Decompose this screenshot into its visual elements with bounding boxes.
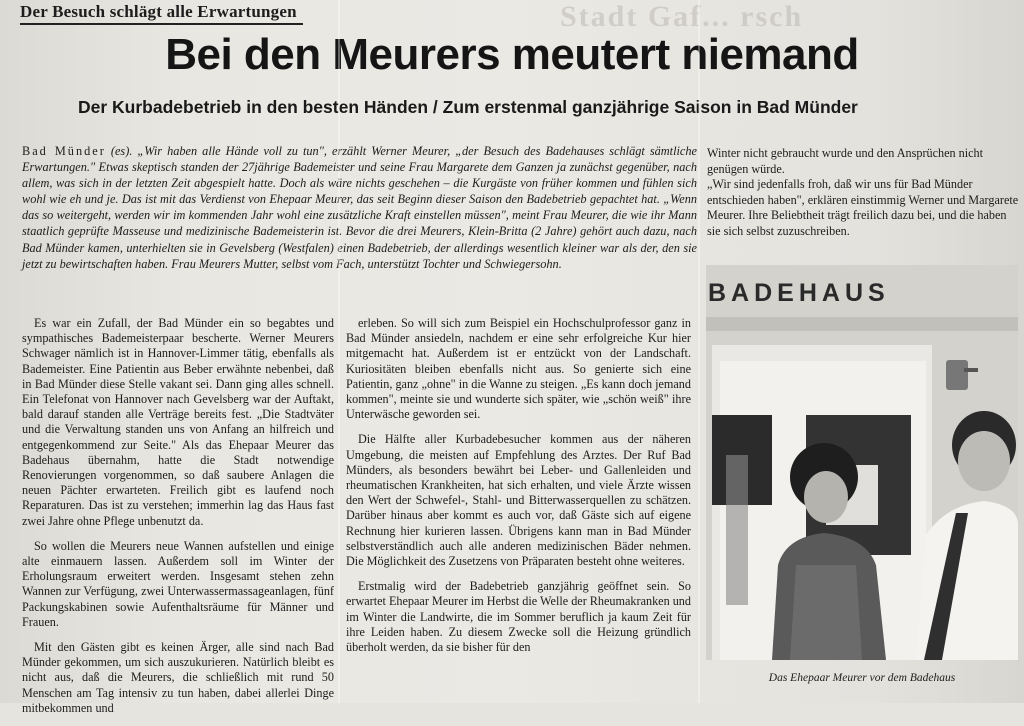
headline: Bei den Meurers meutert niemand (165, 30, 859, 79)
photo-badehaus (706, 265, 1018, 660)
col2-paragraph-3: Erstmalig wird der Badebetrieb ganzjährig geöffnet sein. So erwartet Ehepaar Meurer im Herbst die Welle der Rheumakranken und im Winter die Landwirte, die im Sommer beruflich ja kaum Zeit für ihre Leiden haben. Zu diesem Zwecke soll die Heizung gründlich überholt werden, da sie bisher für den (346, 579, 691, 655)
col2-paragraph-2: Die Hälfte aller Kurbadebesucher kommen aus der näheren Umgebung, die meisten auf Empfehlung des Arztes. Der Ruf Bad Münders, als besonders bewährt bei Leber- und Gallenleiden und rheumatischen Krankheiten, hat sich erhalten, und viele Ärzte wissen den Wert der Schwefel-, Stahl- und Bitterwasserquellen zu schätzen. Darüber hinaus aber kommt es auch vor, daß Gäste sich auf eigene Rechnung hier kurieren lassen. Übrigens kann man in Bad Münder selbstverständlich auch alle anderen medizinischen Bäder nehmen. Die Möglichkeit des Zusetzens von Präparaten besteht ohne weiteres. (346, 432, 691, 569)
article-column-2 (346, 316, 691, 665)
fold-line-left (338, 0, 340, 703)
article-column-1 (22, 316, 334, 726)
ghost-bleedthrough-text: Stadt Gaf... rsch (560, 0, 804, 33)
lead-text: (es). „Wir haben alle Hände voll zu tun", erzählt Werner Meurer, „der Besuch des Badehauses schlägt sämtliche Erwartungen." Etwas skeptisch standen der 27jährige Bademeister und seine Frau Margarete dem Ganzen ja zunächst gegenüber, nach allem, was sich in der letzten Zeit abgespielt hatte. Doch als wäre nichts geschehen – die Kurgäste von früher kommen und fühlen sich wohl wie eh und je. Das ist mit das Verdienst von Ehepaar Meurer, das seit Beginn dieser Saison den Badebetrieb gepachtet hat. „Wenn das so weitergeht, werden wir im kommenden Jahr wohl eine zusätzliche Kraft einstellen müssen", meint Frau Meurer, die wie ihr Mann staatlich geprüfte Masseuse und medizinische Bademeisterin ist. Bevor die drei Meurers, Klein-Britta (2 Jahre) gehört auch dazu, nach Bad Münder kamen, unterhielten sie in Gevelsberg (Westfalen) einen Badebetrieb, der allerdings wesentlich kleiner war als der, den sie jetzt zu bewirtschaften haben. Frau Meurers Mutter, selbst vom Fach, unterstützt Tochter und Schwiegersohn. (22, 144, 697, 271)
col1-paragraph-1: Es war ein Zufall, der Bad Münder ein so begabtes und sympathisches Bademeisterpaar bescherte. Werner Meurers Schwager nämlich ist in Hannover-Limmer tätig, ebenfalls als Bademeister. Eine Patientin aus Beber erwähnte nebenbei, daß in Bad Münder diese Stelle vakant sei. Dann ging alles schnell. Ein Telefonat von Hannover nach Gevelsberg war der Auftakt, bald darauf standen alle Verträge bereits fest. „Die Stadtväter und die Verwaltung standen uns von Anfang an hilfreich und entgegenkommend zur Seite." Als das Ehepaar Meurer das Badehaus übernahm, hatte die Stadt notwendige Renovierungen vorgenommen, so daß saubere Anlagen die neuen Pächter erwarteten. Freilich gibt es laufend noch Reparaturen. Das ist zu verstehen; immerhin lag das Haus fast zwei Jahre ohne Pflege unbenutzt da. (22, 316, 334, 528)
col1-paragraph-3: Mit den Gästen gibt es keinen Ärger, alle sind nach Bad Münder gekommen, um sich auszukurieren. Natürlich bleibt es nicht aus, daß die Meurers, die schließlich mit rund 50 Menschen am Tag intensiv zu tun haben, dabei allerlei Dinge mitbekommen und (22, 640, 334, 715)
photo-illustration (706, 265, 1018, 660)
fold-line-right (698, 0, 700, 703)
lead-paragraph (22, 143, 697, 272)
article-column-3 (707, 146, 1022, 240)
kicker-line: Der Besuch schlägt alle Erwartungen (20, 2, 303, 25)
col2-paragraph-1: erleben. So will sich zum Beispiel ein Hochschulprofessor ganz in Bad Münder ansiedeln, nachdem er eine sehr erfolgreiche Kur hier mitgemacht hat. Außerdem ist er entzückt von der Landschaft. Kuriositäten bleiben ebenfalls nicht aus. So genierte sich eine Patientin, ganz „ohne" in die Wanne zu steigen. „Es kann doch jemand kommen", meinte sie und wunderte sich später, wie „schön weiß" ihre Unterwäsche geworden sei. (346, 316, 691, 422)
dateline-place: Bad Münder (22, 144, 106, 158)
badehaus-sign: BADEHAUS (708, 279, 890, 307)
col3-paragraph-1: Winter nicht gebraucht wurde und den Ansprüchen nicht genügen würde. (707, 146, 984, 176)
subheadline: Der Kurbadebetrieb in den besten Händen / Zum erstenmal ganzjährige Saison in Bad Münder (78, 97, 858, 117)
col3-paragraph-2: „Wir sind jedenfalls froh, daß wir uns für Bad Münder entschieden haben", erklären einstimmig Werner und Margarete Meurer. Ihre Beliebtheit trägt freilich dazu bei, und die haben sie sich selbst zuzuschreiben. (707, 177, 1019, 238)
photo-caption: Das Ehepaar Meurer vor dem Badehaus (768, 672, 956, 684)
col1-paragraph-2: So wollen die Meurers neue Wannen aufstellen und einige alte einmauern lassen. Außerdem soll im Winter der Erholungsraum erweitert werden. Insgesamt stehen zehn Wannen zur Verfügung, zwei Unterwassermassageanlagen, fünf Packungskabinen sowie Aufenthaltsräume für Männer und Frauen. (22, 538, 334, 629)
